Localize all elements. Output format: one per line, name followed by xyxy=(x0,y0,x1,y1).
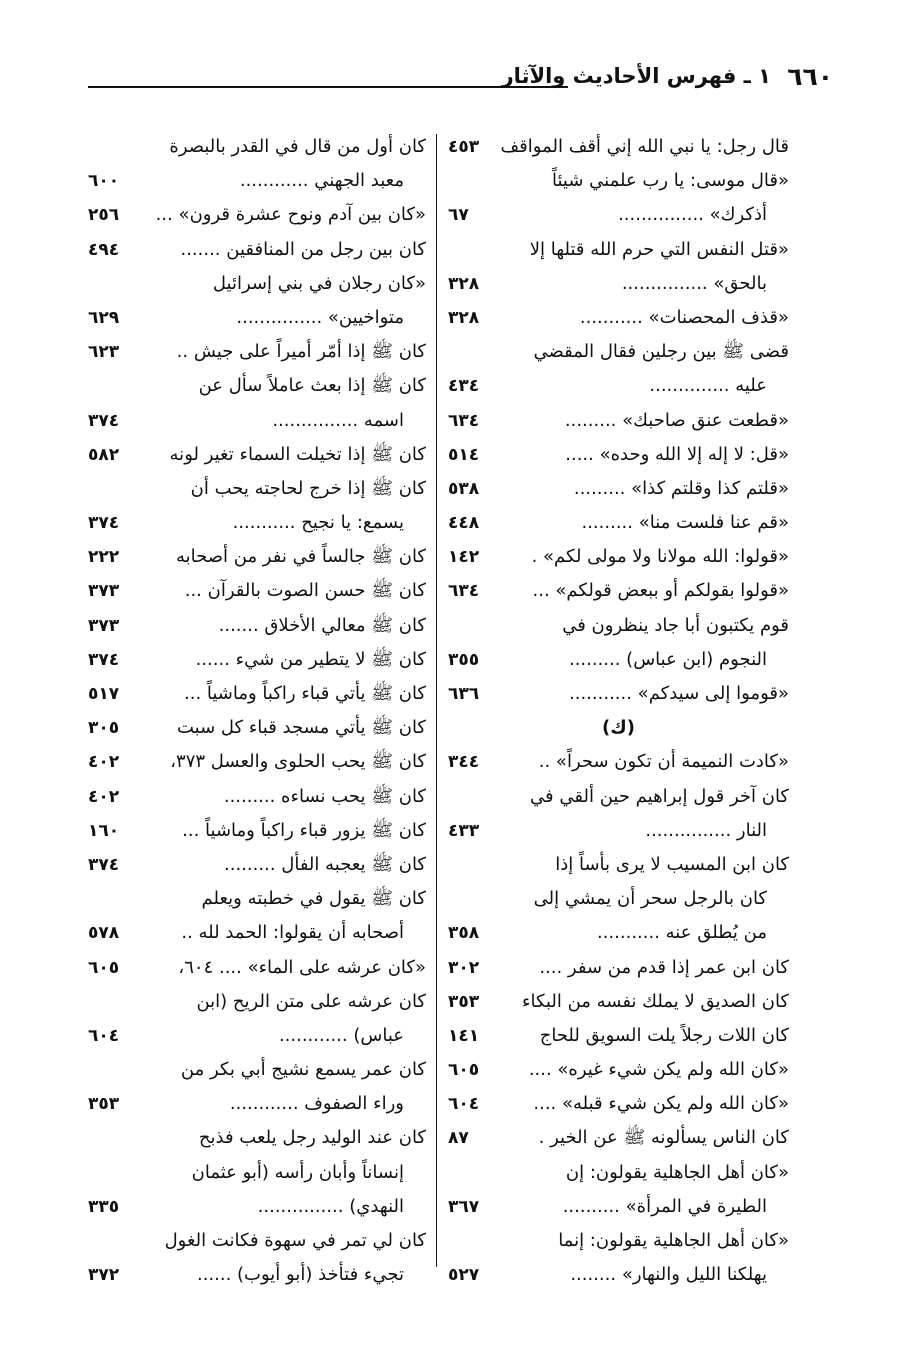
page-reference: ٣٤٤ xyxy=(448,752,480,773)
page-reference: ٥٢٧ xyxy=(448,1265,480,1286)
entry-text: كان عند الوليد رجل يلعب فذبح xyxy=(198,1127,426,1149)
index-entry xyxy=(88,1224,426,1258)
index-entry xyxy=(88,404,426,438)
page-reference: ٨٧ xyxy=(448,1128,469,1149)
page-reference: ٦٢٩ xyxy=(88,307,120,328)
index-entry xyxy=(448,233,789,267)
index-entry xyxy=(88,1258,426,1292)
page-reference: ٤٩٤ xyxy=(88,239,120,260)
index-entry xyxy=(448,951,789,985)
index-entry xyxy=(448,540,789,574)
entry-text: «قولوا: الله مولانا ولا مولى لكم» . xyxy=(531,546,789,568)
page-reference: ٣٠٥ xyxy=(88,718,120,739)
entry-text: كان ابن المسيب لا يرى بأساً إذا xyxy=(555,853,789,875)
entry-text: كان أول من قال في القدر بالبصرة xyxy=(169,136,426,157)
index-entry xyxy=(88,711,426,745)
entry-text: النجوم (ابن عباس) ......... xyxy=(568,648,767,670)
index-entry xyxy=(448,814,789,848)
page-reference: ٤٠٢ xyxy=(88,786,120,807)
index-entry xyxy=(448,369,789,403)
index-entry xyxy=(448,1121,789,1155)
entry-text: اسمه ............... xyxy=(272,409,404,431)
index-entry xyxy=(88,1121,426,1155)
index-entry xyxy=(448,1087,789,1121)
index-entry xyxy=(88,233,426,267)
page-reference: ٣٧٤ xyxy=(88,854,120,875)
index-entry xyxy=(88,609,426,643)
index-entry xyxy=(448,1156,789,1190)
page-reference: ٥١٧ xyxy=(88,684,120,704)
page-number: ٦٦٠ xyxy=(787,62,833,91)
index-entry xyxy=(88,814,426,848)
index-entry xyxy=(448,1224,789,1258)
entry-text: «قتل النفس التي حرم الله قتلها إلا xyxy=(529,238,789,260)
index-entry xyxy=(448,916,789,950)
index-entry xyxy=(88,848,426,882)
entry-text: كان بين رجل من المنافقين ....... xyxy=(180,238,426,260)
index-entry xyxy=(88,780,426,814)
index-entry xyxy=(448,1190,789,1224)
index-entry xyxy=(88,506,426,540)
index-entry xyxy=(448,472,789,506)
index-entry xyxy=(448,198,789,232)
page-reference: ٢٥٦ xyxy=(88,205,120,226)
entry-text: إنساناً وأبان رأسه (أبو عثمان xyxy=(191,1161,404,1183)
entry-text: كان لي تمر في سهوة فكانت الغول xyxy=(164,1230,426,1251)
entry-text: بالحق» ............... xyxy=(621,272,767,294)
entry-text: تجيء فتأخذ (أبو أيوب) ...... xyxy=(196,1264,404,1286)
index-entry xyxy=(448,1258,789,1292)
index-entry xyxy=(88,916,426,950)
page-title: ١ ـ فهرس الأحاديث والآثار xyxy=(501,64,771,88)
page-reference: ٣٦٧ xyxy=(448,1196,480,1217)
entry-text: كان عمر يسمع نشيج أبي بكر من xyxy=(180,1059,426,1081)
index-entry xyxy=(88,882,426,916)
index-entry xyxy=(88,164,426,198)
entry-text: كان بالرجل سحر أن يمشي إلى xyxy=(533,888,767,910)
page-reference: ٣٥٥ xyxy=(448,649,480,670)
page-reference: ٦٠٤ xyxy=(448,1094,480,1115)
page-reference: ٣٧٣ xyxy=(88,581,120,602)
entry-text: «قل: لا إله إلا الله وحده» ..... xyxy=(565,443,789,465)
entry-text: كان ﷺ يقول في خطبته ويعلم xyxy=(201,888,426,910)
entry-text: كان ﷺ يأتي قباء راكباً وماشياً ... xyxy=(184,683,426,704)
entry-text: كان الناس يسألونه ﷺ عن الخير . xyxy=(538,1127,789,1149)
page-reference: ٥٧٨ xyxy=(88,923,120,944)
page-reference: ٣٠٢ xyxy=(448,957,480,978)
page-reference: ٣٢٨ xyxy=(448,273,480,294)
entry-text: كان ﷺ حسن الصوت بالقرآن ... xyxy=(184,580,426,602)
page-reference: ٣٧٢ xyxy=(88,1265,120,1286)
page-reference: ٣٧٤ xyxy=(88,649,120,670)
page-reference: ٦٣٤ xyxy=(448,410,480,431)
entry-text: كان ﷺ إذا خرج لحاجته يحب أن xyxy=(190,477,426,499)
entry-text: «كان الله ولم يكن شيء قبله» .... xyxy=(533,1093,789,1115)
entry-text: قال رجل: يا نبي الله إني أقف المواقف xyxy=(500,136,789,157)
section-heading xyxy=(448,711,789,745)
entry-text: من يُطلق عنه ........... xyxy=(596,922,767,944)
index-entry xyxy=(448,404,789,438)
index-entry xyxy=(448,301,789,335)
entry-text: «قال موسى: يا رب علمني شيئاً xyxy=(552,170,789,192)
page-reference: ٣٣٥ xyxy=(88,1196,120,1217)
entry-text: كان ﷺ إذا تخيلت السماء تغير لونه xyxy=(169,443,426,465)
page-reference: ٦٠٥ xyxy=(88,957,120,978)
header-rule xyxy=(88,86,568,88)
entry-text: الطيرة في المرأة» .......... xyxy=(562,1195,767,1217)
entry-text: متواخيين» ............... xyxy=(236,306,404,328)
index-entry xyxy=(448,1053,789,1087)
index-entry xyxy=(448,1019,789,1053)
page-reference: ٣٧٤ xyxy=(88,513,120,534)
entry-text: كان ﷺ يعجبه الفأل ......... xyxy=(224,853,426,875)
page-reference: ٦٠٤ xyxy=(88,1025,120,1046)
index-entry xyxy=(448,130,789,164)
entry-text: قضى ﷺ بين رجلين فقال المقضي xyxy=(533,341,789,363)
page-reference: ٦٧ xyxy=(448,205,469,226)
index-entry xyxy=(88,985,426,1019)
index-entry xyxy=(88,1156,426,1190)
entry-text: كان ﷺ إذا بعث عاملاً سأل عن xyxy=(198,375,426,397)
page-reference: ٢٢٢ xyxy=(88,547,120,568)
entry-text: «كان أهل الجاهلية يقولون: إن xyxy=(565,1161,789,1183)
index-entry xyxy=(88,951,426,985)
index-entry xyxy=(88,335,426,369)
entry-text: النهدي) ............... xyxy=(257,1195,404,1217)
entry-text: كان الصديق لا يملك نفسه من البكاء xyxy=(522,990,789,1012)
entry-text: «كان عرشه على الماء» .... ٦٠٤، xyxy=(178,956,426,978)
entry-text: «كان أهل الجاهلية يقولون: إنما xyxy=(558,1230,789,1251)
entry-text: كان ابن عمر إذا قدم من سفر .... xyxy=(539,956,789,978)
index-entry xyxy=(448,985,789,1019)
entry-text: كان ﷺ يأتي مسجد قباء كل سبت xyxy=(177,717,426,739)
index-entry xyxy=(88,574,426,608)
page-reference: ٤٣٤ xyxy=(448,376,480,397)
page-reference: ٥١٤ xyxy=(448,444,480,465)
entry-text: «كان رجلان في بني إسرائيل xyxy=(212,272,426,294)
index-entry xyxy=(88,301,426,335)
index-entry xyxy=(448,780,789,814)
page-reference: ١٤٢ xyxy=(448,547,480,568)
page-reference: ٣٥٣ xyxy=(88,1094,120,1115)
entry-text: كان ﷺ لا يتطير من شيء ...... xyxy=(195,648,426,670)
entry-text: كان ﷺ جالساً في نفر من أصحابه xyxy=(175,546,426,568)
index-entry xyxy=(88,369,426,403)
index-entry xyxy=(88,472,426,506)
column-divider xyxy=(436,134,437,1267)
entry-text: كان ﷺ يحب نساءه ......... xyxy=(223,785,426,807)
entry-text: «كادت النميمة أن تكون سحراً» .. xyxy=(538,751,789,773)
page-reference: ٦٠٠ xyxy=(88,171,120,192)
entry-text: كان ﷺ يزور قباء راكباً وماشياً ... xyxy=(182,819,426,841)
entry-text: «قطعت عنق صاحبك» ......... xyxy=(564,409,789,431)
entry-text: أذكرك» ............... xyxy=(618,204,767,226)
index-entry xyxy=(448,848,789,882)
entry-text: يهلكنا الليل والنهار» ........ xyxy=(570,1264,767,1286)
index-entry xyxy=(448,609,789,643)
page-reference: ٤٠٢ xyxy=(88,752,120,773)
entry-text: «قذف المحصنات» ........... xyxy=(579,306,789,328)
index-entry xyxy=(448,164,789,198)
page-reference: ٦٠٥ xyxy=(448,1060,480,1081)
page-reference: ٦٢٣ xyxy=(88,342,120,363)
entry-text: «قم عنا فلست منا» ......... xyxy=(581,512,789,534)
index-entry xyxy=(88,677,426,711)
entry-text: (ك) xyxy=(602,717,635,739)
index-entry xyxy=(448,438,789,472)
index-entry xyxy=(88,438,426,472)
page-reference: ٤٣٣ xyxy=(448,820,480,841)
page-reference: ٥٨٢ xyxy=(88,444,120,465)
index-entry xyxy=(448,574,789,608)
index-entry xyxy=(448,882,789,916)
left-column xyxy=(88,130,426,1292)
index-entry xyxy=(88,1190,426,1224)
page-reference: ٣٧٣ xyxy=(88,615,120,636)
page-header xyxy=(88,62,833,98)
page-reference: ٥٣٨ xyxy=(448,478,480,499)
page-reference: ٤٥٣ xyxy=(448,137,480,157)
entry-text: «قولوا بقولكم أو ببعض قولكم» ... xyxy=(532,580,789,602)
entry-text: كان ﷺ معالي الأخلاق ....... xyxy=(218,614,426,636)
index-entry xyxy=(448,745,789,779)
entry-text: «قلتم كذا وقلتم كذا» ......... xyxy=(573,477,789,499)
page-reference: ١٦٠ xyxy=(88,820,120,841)
index-entry xyxy=(448,677,789,711)
entry-text: وراء الصفوف ............ xyxy=(229,1093,404,1115)
entry-text: عباس) ............ xyxy=(278,1024,404,1046)
entry-text: «كان الله ولم يكن شيء غيره» .... xyxy=(528,1059,789,1081)
entry-text: النار ............... xyxy=(645,819,767,841)
page-reference: ٣٥٨ xyxy=(448,923,480,944)
entry-text: كان ﷺ يحب الحلوى والعسل ٣٧٣، xyxy=(170,751,426,773)
page-reference: ٦٣٤ xyxy=(448,581,480,602)
index-columns xyxy=(88,130,789,1286)
entry-text: يسمع: يا نجيح ........... xyxy=(232,512,404,534)
index-entry xyxy=(448,506,789,540)
index-entry xyxy=(448,335,789,369)
page-reference: ٣٧٤ xyxy=(88,410,120,431)
index-entry xyxy=(88,643,426,677)
entry-text: كان عرشه على متن الريح (ابن xyxy=(196,990,426,1012)
entry-text: قوم يكتبون أبا جاد ينظرون في xyxy=(562,614,789,636)
page-reference: ٤٤٨ xyxy=(448,513,480,534)
entry-text: كان ﷺ إذا أمّر أميراً على جيش .. xyxy=(176,341,426,363)
index-entry xyxy=(88,198,426,232)
index-entry xyxy=(448,643,789,677)
entry-text: كان اللات رجلاً يلت السويق للحاج xyxy=(539,1024,789,1046)
index-entry xyxy=(88,540,426,574)
entry-text: معبد الجهني ............ xyxy=(239,170,404,192)
index-entry xyxy=(88,1053,426,1087)
entry-text: «كان بين آدم ونوح عشرة قرون» ... xyxy=(155,204,426,226)
index-entry xyxy=(88,267,426,301)
page-reference: ٣٢٨ xyxy=(448,307,480,328)
entry-text: كان آخر قول إبراهيم حين ألقي في xyxy=(530,785,789,807)
index-entry xyxy=(448,267,789,301)
index-entry xyxy=(88,1087,426,1121)
index-entry xyxy=(88,130,426,164)
entry-text: «قوموا إلى سيدكم» ........... xyxy=(569,683,789,704)
entry-text: أصحابه أن يقولوا: الحمد لله .. xyxy=(181,922,404,944)
right-column xyxy=(448,130,789,1292)
index-entry xyxy=(88,1019,426,1053)
page-reference: ٦٣٦ xyxy=(448,684,480,704)
page-reference: ١٤١ xyxy=(448,1025,480,1046)
entry-text: عليه .............. xyxy=(649,375,767,397)
page-reference: ٣٥٣ xyxy=(448,991,480,1012)
index-entry xyxy=(88,745,426,779)
